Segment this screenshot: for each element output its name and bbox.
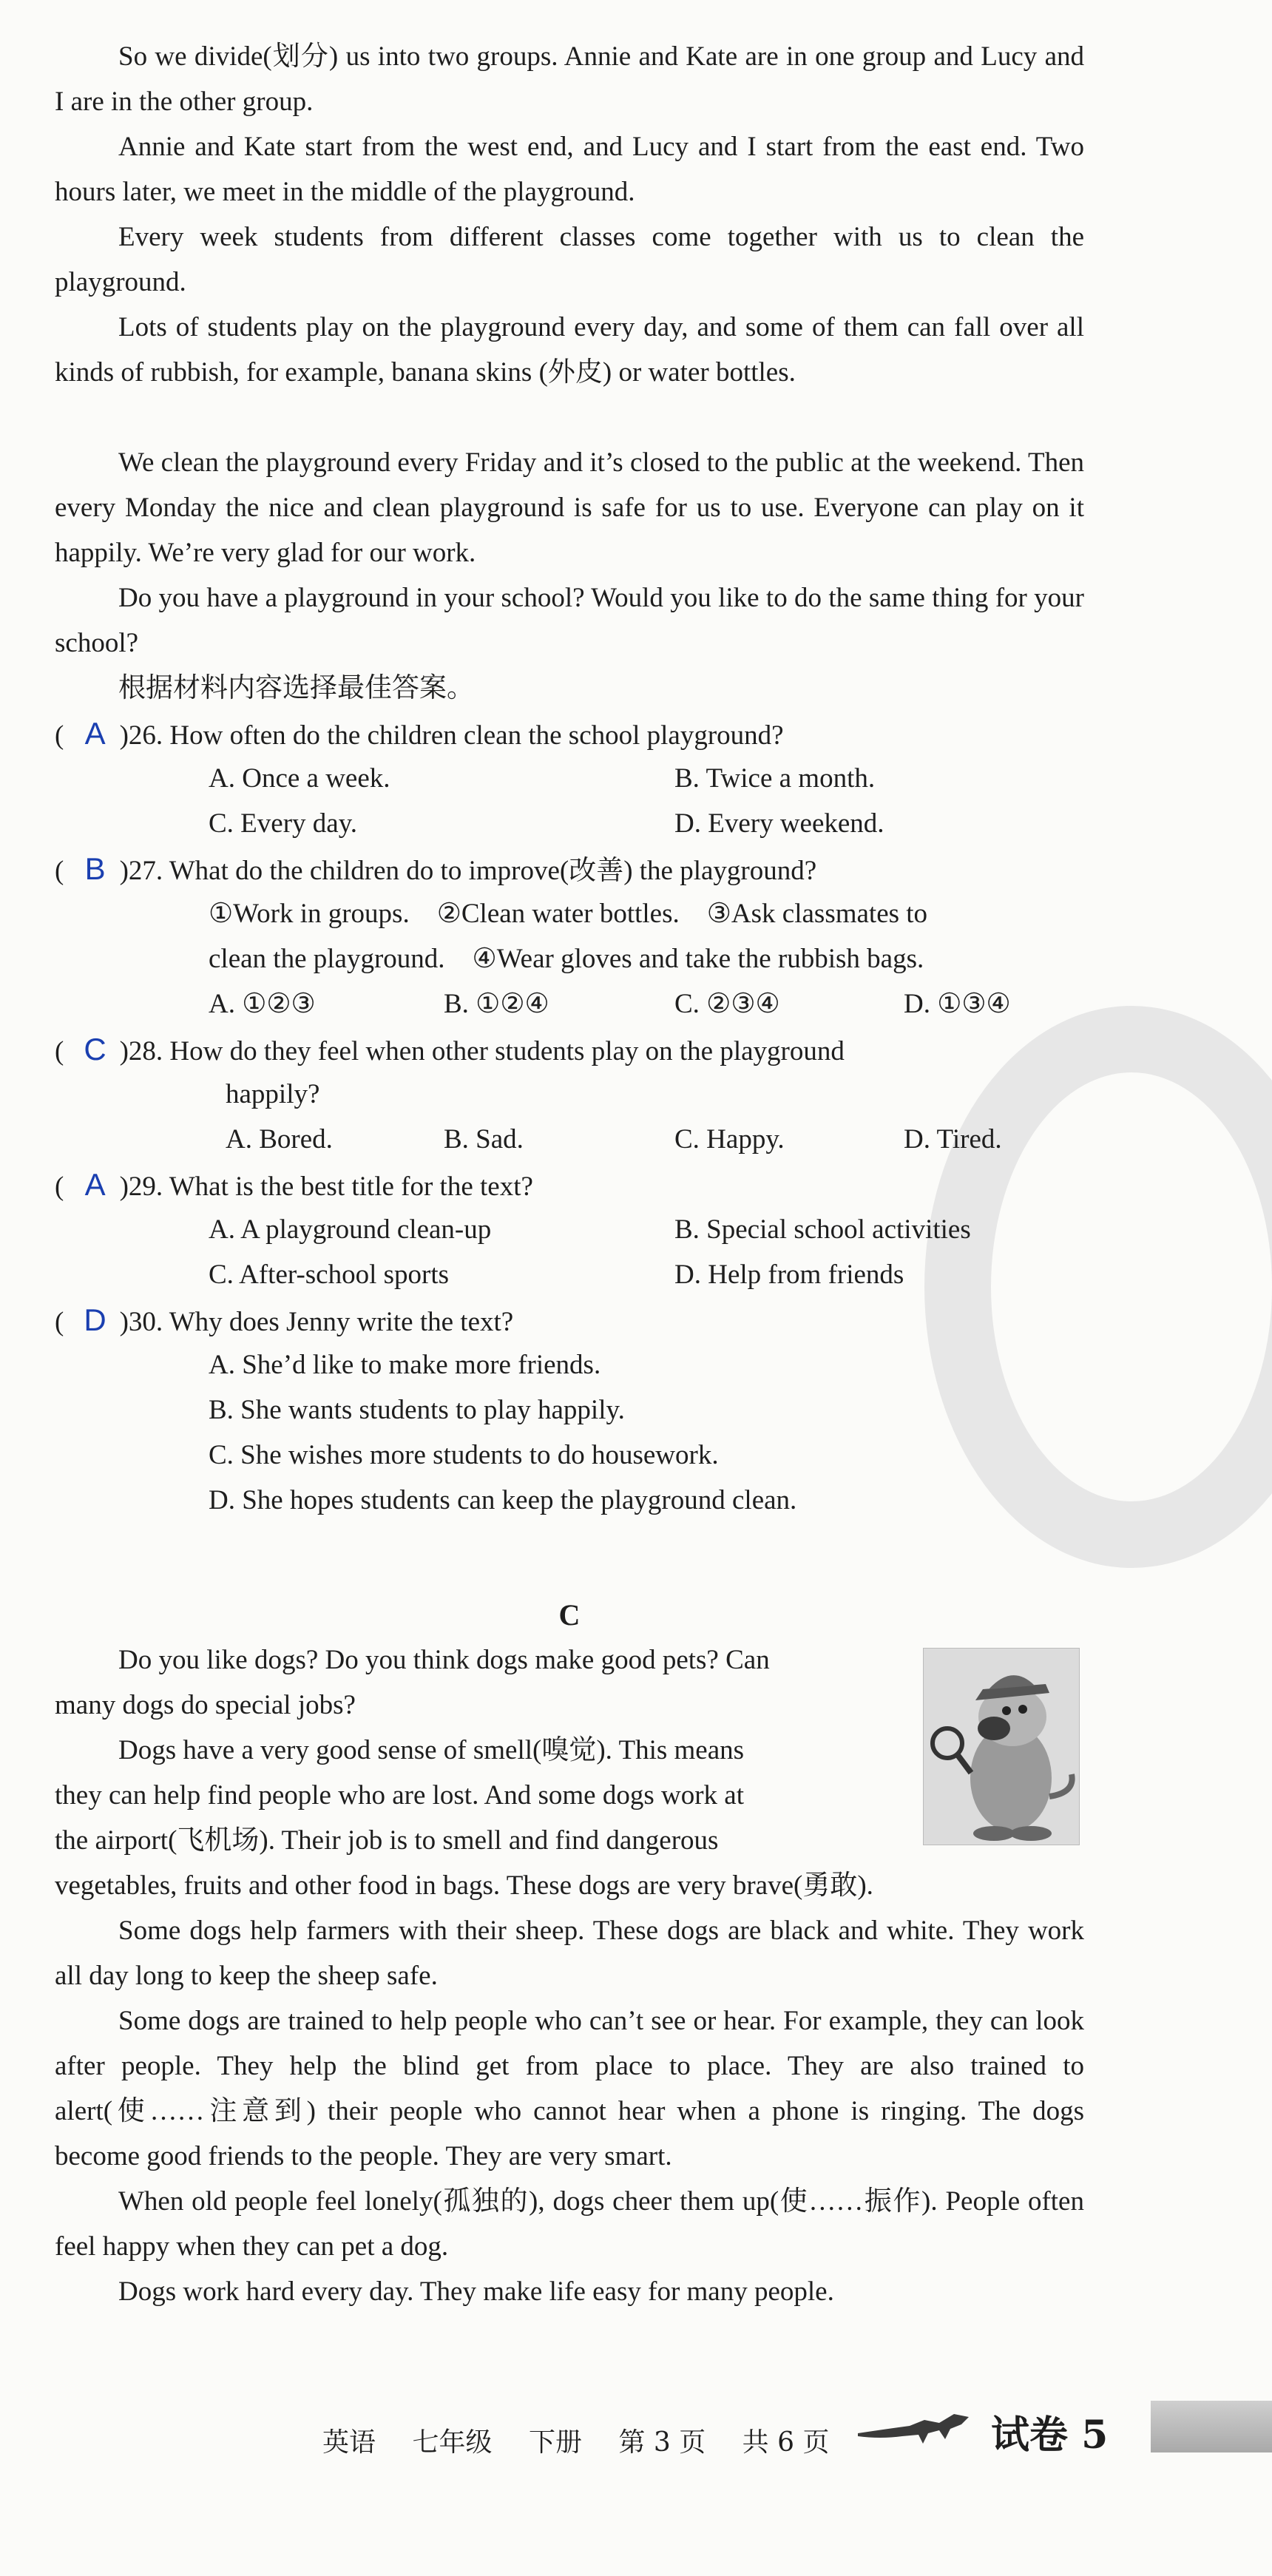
exam-badge: 试卷 5: [991, 2413, 1109, 2458]
answer-mark: A: [84, 1167, 106, 1202]
passage-paragraph: Do you have a playground in your school? Would you like to do the same thing for your school?: [55, 583, 1084, 658]
instruction: 根据材料内容选择最佳答案。: [118, 673, 474, 703]
answer-mark: C: [84, 1032, 106, 1066]
answer-mark: A: [84, 716, 106, 751]
option-b: B. Twice a month.: [674, 763, 876, 794]
question-28: ( C )28. How do they feel when other students play on the playground: [55, 1027, 845, 1074]
option-c: C. She wishes more students to do housework.: [209, 1440, 719, 1470]
option-a: A. ①②③: [209, 989, 316, 1019]
option-a: A. A playground clean-up: [209, 1214, 492, 1245]
passage-paragraph: Some dogs help farmers with their sheep. These dogs are black and white. They work all day long to keep the sheep safe.: [55, 1916, 1084, 1991]
question-items: ①Work in groups. ②Clean water bottles. ③Ask classmates to: [209, 899, 928, 929]
passage-c-line: vegetables, fruits and other food in bags. These dogs are very brave(勇敢).: [55, 1870, 873, 1901]
passage-paragraph: Every week students from different classes come together with us to clean the playground.: [55, 222, 1084, 297]
passage-c-line: Do you like dogs? Do you think dogs make good pets? Can: [118, 1645, 770, 1675]
question-number: 26.: [128, 720, 163, 751]
option-d: D. Every weekend.: [674, 808, 884, 839]
passage-paragraph: We clean the playground every Friday and it’s closed to the public at the weekend. Then every Monday the nice and clean playground is safe for us to use. Everyone can play on it happily. We’re very glad for our work.: [55, 447, 1084, 568]
answer-mark: D: [84, 1302, 106, 1337]
option-b: B. Sad.: [444, 1124, 524, 1155]
page-footer: [322, 2421, 857, 2459]
passage-paragraph: Some dogs are trained to help people who can’t see or hear. For example, they can look after people. They help the blind get from place to place. They are also trained to alert(使……注意到) their people who cannot hear when a phone is ringing. The dogs become good friends to the people. They are very smart.: [55, 2006, 1084, 2171]
passage-paragraph: Annie and Kate start from the west end, and Lucy and I start from the east end. Two hours later, we meet in the middle of the playground.: [55, 132, 1084, 207]
option-d: D. Help from friends: [674, 1260, 904, 1290]
question-number: 28.: [128, 1036, 163, 1066]
passage-c-line: the airport(飞机场). Their job is to smell and find dangerous: [55, 1825, 719, 1856]
question-number: 27.: [128, 856, 163, 886]
question-30: ( D )30. Why does Jenny write the text?: [55, 1297, 513, 1345]
option-d: D. Tired.: [904, 1124, 1002, 1155]
footer-subject: 英语: [322, 2427, 376, 2458]
option-d: D. She hopes students can keep the playground clean.: [209, 1485, 797, 1515]
option-c: C. Every day.: [209, 808, 358, 839]
option-c: C. Happy.: [674, 1124, 785, 1155]
passage-paragraph: Dogs work hard every day. They make life easy for many people.: [118, 2276, 834, 2307]
question-items: clean the playground. ④Wear gloves and take the rubbish bags.: [209, 944, 924, 974]
question-stem: How do they feel when other students play on the playground: [169, 1036, 845, 1066]
passage-c-line: many dogs do special jobs?: [55, 1690, 356, 1720]
question-27: ( B )27. What do the children do to improve(改善) the playground?: [55, 846, 816, 893]
passage-paragraph: When old people feel lonely(孤独的), dogs cheer them up(使……振作). People often feel happy when they can pet a dog.: [55, 2186, 1084, 2262]
option-c: C. After-school sports: [209, 1260, 450, 1290]
option-b: B. Special school activities: [674, 1214, 971, 1245]
footer-total: 共 6 页: [742, 2427, 830, 2458]
section-heading: C: [558, 1598, 581, 1632]
passage-c-line: they can help find people who are lost. And some dogs work at: [55, 1780, 744, 1811]
question-number: 29.: [128, 1172, 163, 1202]
passage-paragraph: So we divide(划分) us into two groups. Annie and Kate are in one group and Lucy and I are in the other group.: [55, 41, 1084, 117]
footer-volume: 下册: [528, 2427, 582, 2458]
question-stem-cont: happily?: [226, 1079, 320, 1109]
passage-c-line: Dogs have a very good sense of smell(嗅觉). This means: [118, 1735, 745, 1765]
option-b: B. ①②④: [444, 989, 549, 1019]
question-stem: Why does Jenny write the text?: [169, 1307, 514, 1337]
question-stem: What do the children do to improve(改善) the playground?: [169, 856, 817, 886]
option-a: A. She’d like to make more friends.: [209, 1350, 601, 1380]
corner-bar: [1151, 2401, 1272, 2452]
watermark-seal: [924, 1006, 1272, 1568]
question-stem: How often do the children clean the school playground?: [169, 720, 784, 751]
question-stem: What is the best title for the text?: [169, 1172, 533, 1202]
footer-page: 第 3 页: [618, 2427, 706, 2458]
answer-mark: B: [84, 851, 106, 886]
dog-detective-illustration: [923, 1648, 1080, 1845]
question-29: ( A )29. What is the best title for the text?: [55, 1162, 533, 1209]
option-a: A. Bored.: [226, 1124, 333, 1155]
dog-icon: [924, 1649, 1079, 1845]
passage-paragraph: Lots of students play on the playground every day, and some of them can fall over all kinds of rubbish, for example, banana skins (外皮) or water bottles.: [55, 312, 1084, 388]
horse-icon: [858, 2404, 991, 2448]
question-26: ( A )26. How often do the children clean the school playground?: [55, 711, 784, 758]
option-b: B. She wants students to play happily.: [209, 1395, 625, 1425]
option-a: A. Once a week.: [209, 763, 390, 794]
footer-grade: 七年级: [412, 2427, 493, 2458]
question-number: 30.: [128, 1307, 163, 1337]
option-d: D. ①③④: [904, 989, 1011, 1019]
option-c: C. ②③④: [674, 989, 780, 1019]
